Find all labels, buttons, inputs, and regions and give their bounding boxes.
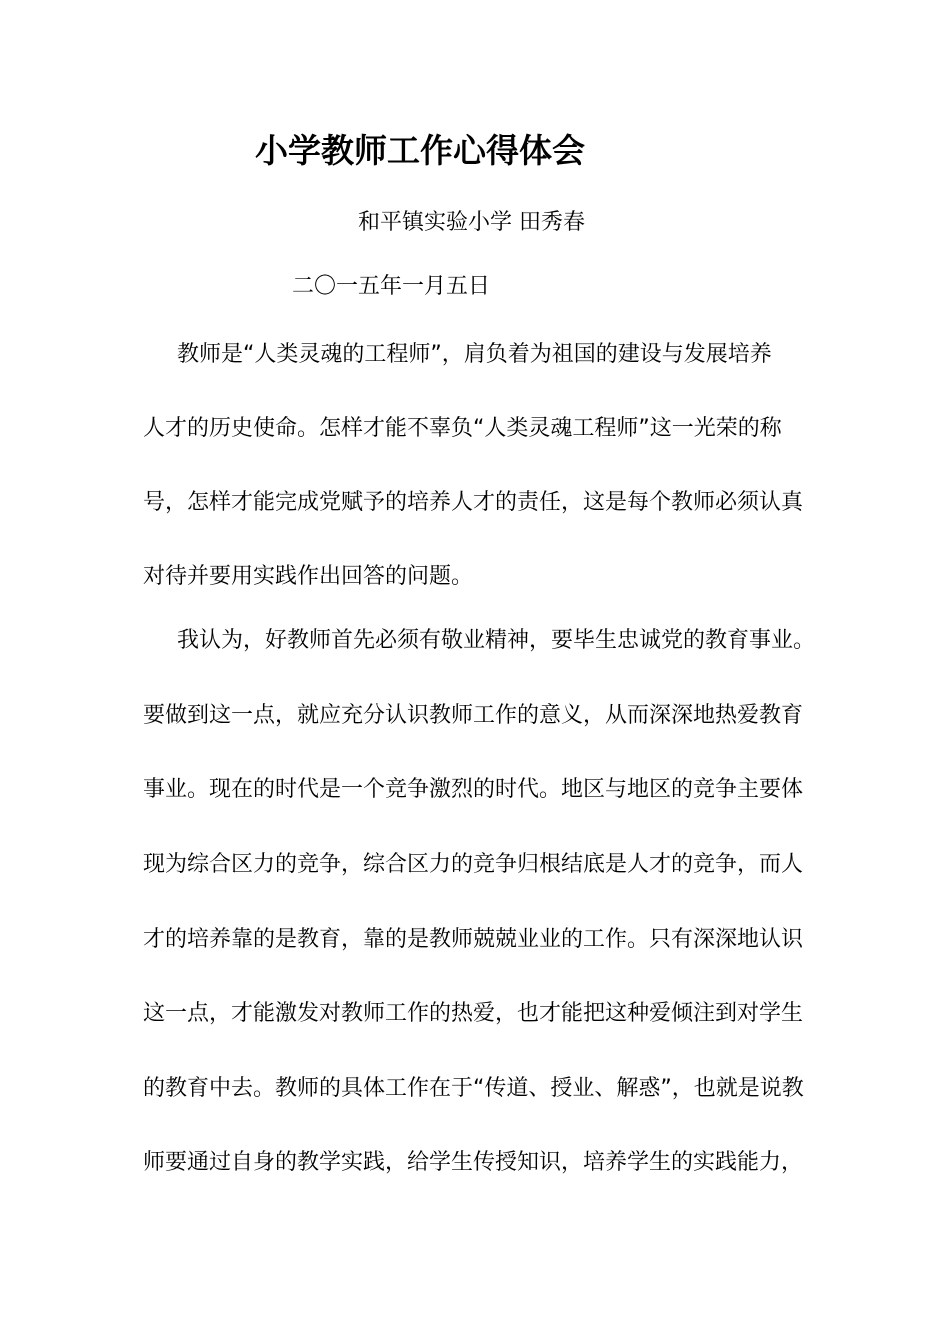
author-line: 和平镇实验小学 田秀春 — [358, 210, 585, 235]
body-line: 才的培养靠的是教育，靠的是教师兢兢业业的工作。只有深深地认识 — [143, 927, 804, 952]
body-line: 这一点，才能激发对教师工作的热爱，也才能把这种爱倾注到对学生 — [143, 1001, 804, 1026]
document-title: 小学教师工作心得体会 — [255, 131, 585, 170]
body-line: 师要通过自身的教学实践，给学生传授知识，培养学生的实践能力， — [143, 1150, 804, 1175]
body-line: 对待并要用实践作出回答的问题。 — [143, 564, 474, 589]
body-line: 事业。现在的时代是一个竞争激烈的时代。地区与地区的竞争主要体 — [143, 777, 804, 802]
body-line: 教师是“人类灵魂的工程师”，肩负着为祖国的建设与发展培养 — [177, 342, 772, 367]
body-line: 的教育中去。教师的具体工作在于“传道、授业、解惑”，也就是说教 — [143, 1076, 804, 1101]
body-line: 人才的历史使命。怎样才能不辜负“人类灵魂工程师”这一光荣的称 — [143, 416, 782, 441]
date-line: 二〇一五年一月五日 — [292, 274, 491, 299]
body-line: 要做到这一点，就应充分认识教师工作的意义，从而深深地热爱教育 — [143, 703, 804, 728]
body-line: 号，怎样才能完成党赋予的培养人才的责任，这是每个教师必须认真 — [143, 490, 804, 515]
body-line: 我认为，好教师首先必须有敬业精神，要毕生忠诚党的教育事业。 — [177, 628, 816, 653]
body-line: 现为综合区力的竞争，综合区力的竞争归根结底是人才的竞争，而人 — [143, 852, 804, 877]
